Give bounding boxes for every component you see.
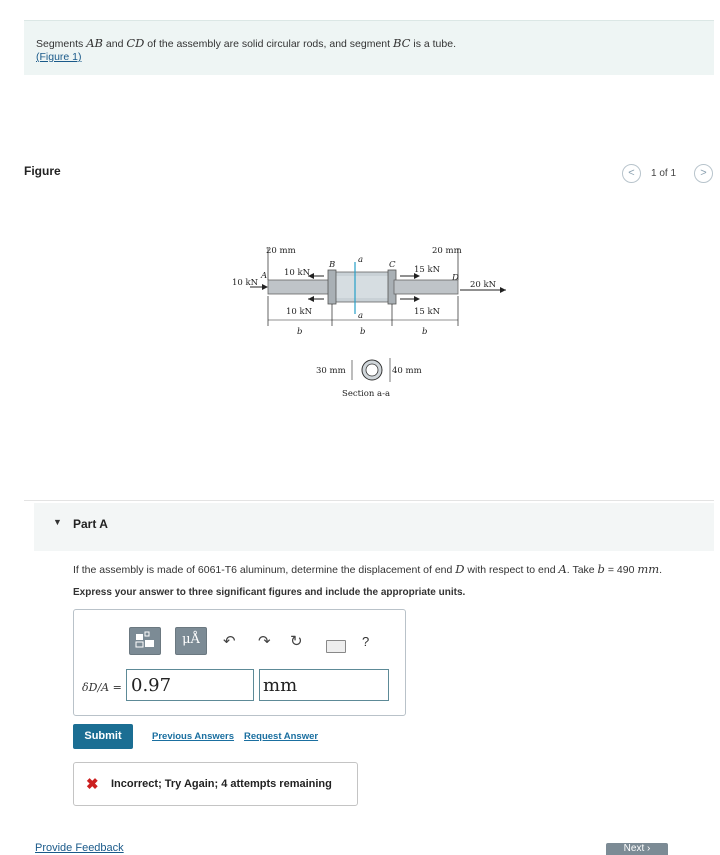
figure-pager-text: 1 of 1 bbox=[651, 168, 677, 179]
previous-answers-link[interactable]: Previous Answers bbox=[152, 731, 235, 742]
tube-bc-highlight bbox=[336, 276, 388, 298]
length-b-cd: b bbox=[422, 327, 428, 337]
feedback-text: Incorrect; Try Again; 4 attempts remaining bbox=[111, 778, 332, 790]
section-mark-bottom: a bbox=[358, 311, 364, 321]
templates-button[interactable] bbox=[129, 627, 161, 655]
help-icon[interactable]: ? bbox=[362, 634, 370, 649]
part-a-header[interactable] bbox=[34, 503, 714, 551]
reset-icon[interactable]: ↻ bbox=[290, 633, 303, 650]
load-ab-bottom-arrowhead bbox=[308, 296, 314, 302]
load-cd-bottom-arrowhead bbox=[414, 296, 420, 302]
assembly-diagram bbox=[224, 210, 514, 410]
dim-right-label: 20 mm bbox=[432, 246, 462, 256]
section-caption: Section a-a bbox=[342, 389, 391, 399]
point-c-label: C bbox=[389, 260, 396, 270]
collar-b bbox=[328, 270, 336, 304]
load-cd-top-label: 15 kN bbox=[414, 265, 441, 275]
figure-prev-button[interactable] bbox=[622, 164, 641, 183]
undo-icon[interactable]: ↶ bbox=[223, 633, 236, 650]
load-cd-bottom-label: 15 kN bbox=[414, 307, 441, 317]
length-b-ab: b bbox=[297, 327, 303, 337]
load-a-label: 10 kN bbox=[232, 278, 259, 288]
point-a-label: A bbox=[261, 271, 268, 281]
figure-title: Figure bbox=[24, 164, 61, 178]
redo-icon[interactable]: ↷ bbox=[258, 633, 271, 650]
section-inner-label: 30 mm bbox=[316, 366, 346, 376]
next-button[interactable]: Next › bbox=[606, 843, 668, 855]
error-x-icon: ✖ bbox=[86, 776, 99, 793]
submit-button[interactable]: Submit bbox=[73, 724, 133, 749]
provide-feedback-link[interactable]: Provide Feedback bbox=[35, 842, 124, 854]
load-ab-bottom-label: 10 kN bbox=[286, 307, 313, 317]
question-text: If the assembly is made of 6061-T6 aluminum, determine the displacement of end D with respect to end A. Take b = 490 mm. bbox=[73, 562, 663, 576]
point-d-label: D bbox=[452, 273, 459, 283]
part-a-label: Part A bbox=[73, 517, 108, 531]
load-d-arrowhead bbox=[500, 287, 506, 293]
request-answer-link[interactable]: Request Answer bbox=[244, 731, 319, 742]
rod-cd bbox=[394, 280, 458, 294]
section-outer-label: 40 mm bbox=[392, 366, 422, 376]
keyboard-icon[interactable] bbox=[326, 640, 346, 653]
collapse-caret-icon[interactable]: ▼ bbox=[53, 517, 62, 527]
units-button[interactable]: μÅ bbox=[175, 627, 207, 655]
rod-ab bbox=[268, 280, 334, 294]
instruction-text: Express your answer to three significant figures and include the appropriate units. bbox=[73, 587, 466, 598]
templates-icon bbox=[131, 628, 159, 652]
intro-banner bbox=[24, 20, 714, 75]
load-a-arrowhead bbox=[262, 284, 268, 290]
variable-label: δD/A = bbox=[82, 681, 122, 694]
point-b-label: B bbox=[329, 260, 336, 270]
section-inner-circle bbox=[366, 364, 378, 376]
intro-text: Segments AB and CD of the assembly are solid circular rods, and segment BC is a tube. bbox=[36, 36, 456, 50]
load-d-label: 20 kN bbox=[470, 280, 497, 290]
section-mark-top: a bbox=[358, 255, 364, 265]
chevron-right-icon: > bbox=[700, 167, 707, 179]
load-ab-top-label: 10 kN bbox=[284, 268, 311, 278]
chevron-left-icon: < bbox=[628, 167, 635, 179]
answer-value-input[interactable]: 0.97 bbox=[126, 669, 254, 701]
dim-left-label: 20 mm bbox=[266, 246, 296, 256]
divider bbox=[24, 500, 714, 501]
length-b-bc: b bbox=[360, 327, 366, 337]
answer-unit-input[interactable]: mm bbox=[259, 669, 389, 701]
figure-link[interactable]: (Figure 1) bbox=[36, 51, 82, 63]
figure-next-button[interactable] bbox=[694, 164, 713, 183]
